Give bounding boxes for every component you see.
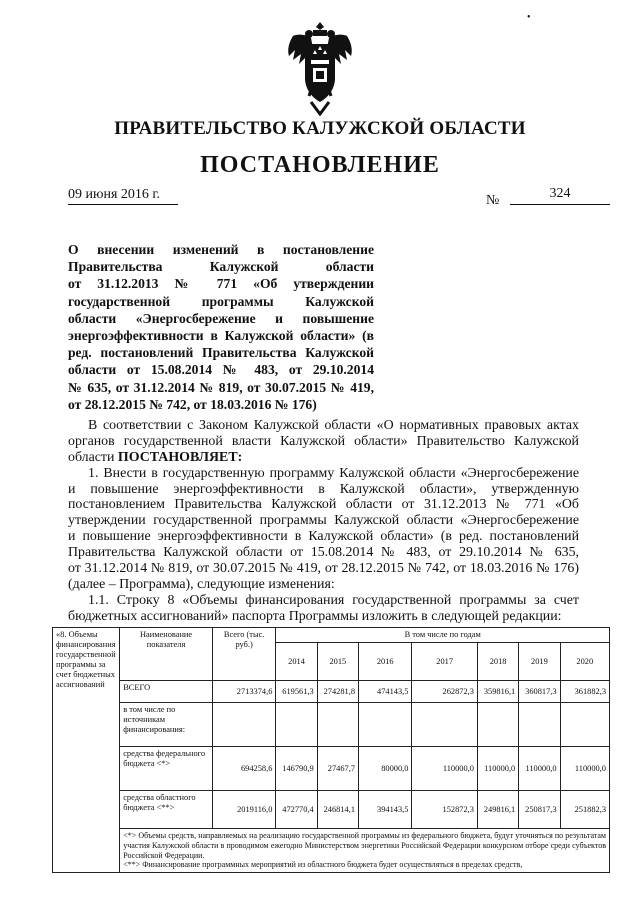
cell-value: 250817,3 <box>519 791 560 829</box>
cell-value <box>359 703 412 747</box>
table-row <box>53 703 610 747</box>
cell-value: 472770,4 <box>276 791 317 829</box>
note-regional: <**> Финансирование программных мероприятий из областного бюджета будет осуществляться в пределах средств, <box>123 860 523 870</box>
document-body <box>68 418 579 625</box>
subject-line: от 31.12.2013 № 771 «Об утверждении <box>68 276 374 292</box>
row-name: ВСЕГО <box>120 681 213 703</box>
row-name: в том числе по источникам финансирования: <box>120 703 213 747</box>
cell-value <box>560 703 609 747</box>
cell-value: 361882,3 <box>560 681 609 703</box>
row-total: 694258,6 <box>212 747 275 791</box>
header-years-group: В том числе по годам <box>276 628 610 643</box>
year-header: 2019 <box>519 643 560 681</box>
row-name: средства федерального бюджета <*> <box>120 747 213 791</box>
row-name: средства областного бюджета <**> <box>120 791 213 829</box>
scan-dot: • <box>527 12 531 23</box>
subject-line: энергоэффективности в Калужской области» (в <box>68 327 374 343</box>
cell-value <box>276 703 317 747</box>
cell-value: 251882,3 <box>560 791 609 829</box>
body-line: и повышение энергоэффективности в Калужской области», утвержденную <box>68 481 579 497</box>
body-text: области <box>68 449 115 465</box>
subject-line: от 28.12.2015 № 742, от 18.03.2016 № 176) <box>68 396 317 412</box>
coat-of-arms-icon <box>283 20 357 116</box>
cell-value: 110000,0 <box>412 747 478 791</box>
cell-value: 619561,3 <box>276 681 317 703</box>
body-line: 1.1. Строку 8 «Объемы финансирования государственной программы за счет <box>88 592 579 608</box>
document-number: 324 <box>549 186 571 201</box>
body-line: от 31.12.2014 № 819, от 30.07.2015 № 419, от 28.12.2015 № 742, от 18.03.2016 № 176) <box>68 561 579 577</box>
body-line: 1. Внести в государственную программу Калужской области «Энергосбережение <box>88 465 579 481</box>
body-line: органов государственной власти Калужской области» Правительство Калужской <box>68 433 579 449</box>
year-header: 2016 <box>359 643 412 681</box>
document-subject <box>68 241 374 413</box>
body-line <box>68 450 579 466</box>
cell-value: 474143,5 <box>359 681 412 703</box>
year-header: 2015 <box>317 643 358 681</box>
cell-value <box>519 703 560 747</box>
body-line: и повышение энергоэффективности в Калужской области» (в ред. постановлений <box>68 529 579 545</box>
body-line: (далее – Программа), следующие изменения: <box>68 576 335 592</box>
cell-value: 262872,3 <box>412 681 478 703</box>
financing-table <box>52 627 610 873</box>
body-line: В соответствии с Законом Калужской области «О нормативных правовых актах <box>88 418 579 433</box>
body-line: бюджетных ассигнований» паспорта Программы изложить в следующей редакции: <box>68 608 562 624</box>
year-header: 2017 <box>412 643 478 681</box>
number-underline <box>510 204 610 205</box>
cell-value: 110000,0 <box>477 747 518 791</box>
body-line: утверждении государственной программы Калужской области «Энергосбережение <box>68 513 579 529</box>
cell-value: 146790,9 <box>276 747 317 791</box>
header-total: Всего (тыс. руб.) <box>212 628 275 681</box>
subject-line: ред. постановлений Правительства Калужской <box>68 345 374 361</box>
government-title: ПРАВИТЕЛЬСТВО КАЛУЖСКОЙ ОБЛАСТИ <box>114 118 526 139</box>
table-notes <box>120 829 610 873</box>
cell-value: 80000,0 <box>359 747 412 791</box>
cell-value: 110000,0 <box>519 747 560 791</box>
subject-line: области от 15.08.2014 № 483, от 29.10.2014 <box>68 362 374 378</box>
cell-value: 274281,8 <box>317 681 358 703</box>
table-row <box>53 747 610 791</box>
year-header: 2014 <box>276 643 317 681</box>
cell-value: 249816,1 <box>477 791 518 829</box>
cell-value: 360817,3 <box>519 681 560 703</box>
subject-line: № 635, от 31.12.2014 № 819, от 30.07.2015 № 419, <box>68 379 374 395</box>
year-header: 2020 <box>560 643 609 681</box>
cell-value <box>412 703 478 747</box>
note-federal: <*> Объемы средств, направляемых на реализацию государственной программы из федерального бюджета, будут уточняться по результатам участия Калужской области в проводимом ежегодно Министерством энергетики Российской Федерации конкурсном отборе среди субъектов Российской Федерации. <box>123 831 606 860</box>
table-row <box>53 681 610 703</box>
cell-value <box>477 703 518 747</box>
header-name: Наименование показателя <box>120 628 213 681</box>
row-total: 2019116,0 <box>212 791 275 829</box>
cell-value: 152872,3 <box>412 791 478 829</box>
cell-value: 110000,0 <box>560 747 609 791</box>
cell-value <box>317 703 358 747</box>
resolution-word: ПОСТАНОВЛЯЕТ: <box>117 449 243 465</box>
number-sign: № <box>486 193 500 208</box>
cell-value: 359816,1 <box>477 681 518 703</box>
table-row <box>53 791 610 829</box>
cell-value: 394143,5 <box>359 791 412 829</box>
row-total: 2713374,6 <box>212 681 275 703</box>
cell-value: 27467,7 <box>317 747 358 791</box>
document-type: ПОСТАНОВЛЕНИЕ <box>200 152 440 178</box>
date-underline <box>68 204 178 205</box>
row-total <box>212 703 275 747</box>
subject-line: Правительства Калужской области <box>68 259 374 275</box>
cell-value: 246814,1 <box>317 791 358 829</box>
year-header: 2018 <box>477 643 518 681</box>
subject-line: О внесении изменений в постановление <box>68 242 374 257</box>
body-line: постановлением Правительства Калужской области от 31.12.2013 № 771 «Об <box>68 497 579 513</box>
table-row-label: «8. Объемы финансирования государственной программы за счет бюджетных ассигнований <box>53 628 120 873</box>
subject-line: области «Энергосбережение и повышение <box>68 310 374 326</box>
document-date: 09 июня 2016 г. <box>68 187 161 202</box>
body-line: Правительства Калужской области от 15.08.2014 № 483, от 29.10.2014 № 635, <box>68 545 579 561</box>
subject-line: государственной программы Калужской <box>68 293 374 309</box>
